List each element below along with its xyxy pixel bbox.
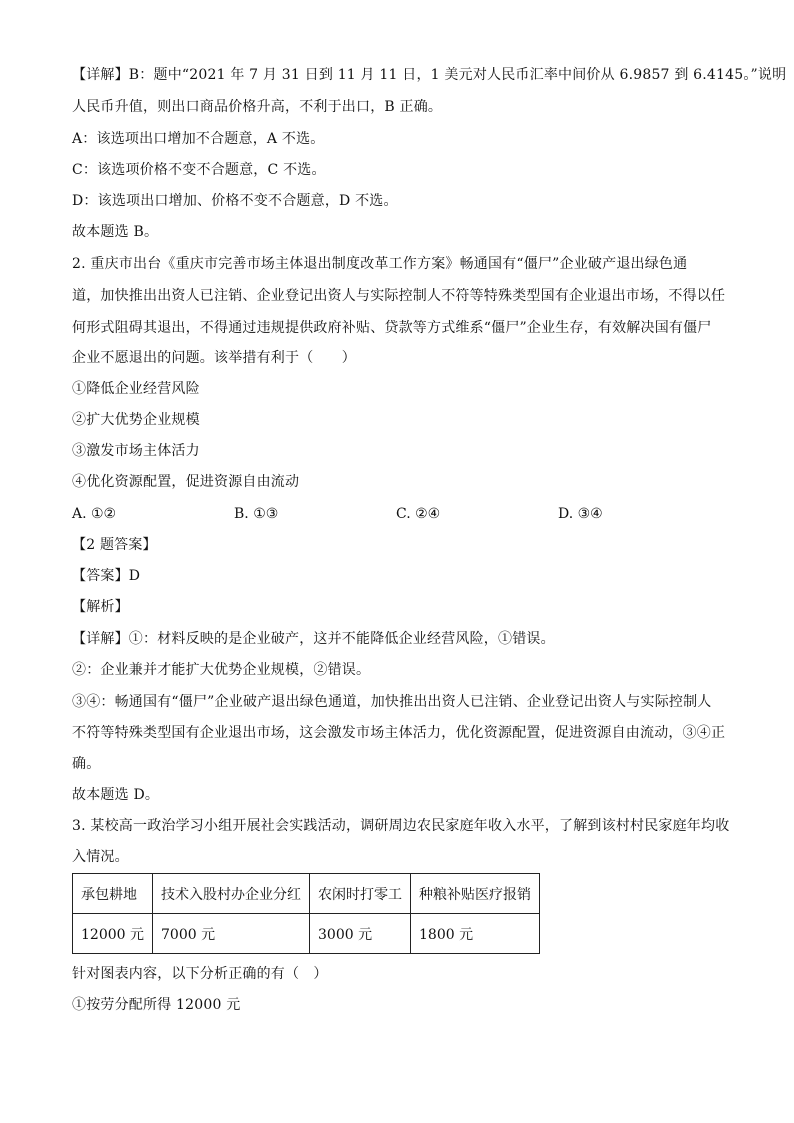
question-2-item: ③激发市场主体活力 <box>72 443 200 459</box>
choice-a: A. ①② <box>72 506 117 522</box>
question-2-stem: 道，加快推出出资人已注销、企业登记出资人与实际控制人不符等特殊类型国有企业退出市场，不得以任 <box>72 288 726 304</box>
answer-heading: 【2 题答案】 <box>72 537 157 553</box>
analysis-line: ②：企业兼并才能扩大优势企业规模，②错误。 <box>72 662 371 678</box>
table-header-row <box>73 874 540 914</box>
table-row <box>73 914 540 954</box>
detail-explanation-line: 【详解】B：题中“2021 年 7 月 31 日到 11 月 11 日，1 美元对人民币汇率中间价从 6.9857 到 6.4145。”说明 <box>72 67 787 83</box>
table-cell: 12000 元 <box>73 914 153 954</box>
table-header-cell: 种粮补贴医疗报销 <box>411 874 540 914</box>
question-2-stem: 企业不愿退出的问题。该举措有利于（ ） <box>72 350 356 366</box>
question-3-stem: 入情况。 <box>72 849 129 865</box>
question-3-prompt: 针对图表内容，以下分析正确的有（ ） <box>72 966 328 982</box>
income-table <box>72 873 540 954</box>
question-2-stem: 2. 重庆市出台《重庆市完善市场主体退出制度改革工作方案》畅通国有“僵尸”企业破产退出绿色通 <box>72 256 688 272</box>
table-cell: 7000 元 <box>153 914 310 954</box>
question-2-item: ②扩大优势企业规模 <box>72 412 200 428</box>
table-cell: 3000 元 <box>310 914 411 954</box>
question-3-item: ①按劳分配所得 12000 元 <box>72 997 241 1013</box>
answer-line: 【答案】D <box>72 568 141 584</box>
table-cell: 1800 元 <box>411 914 540 954</box>
question-2-stem: 何形式阻碍其退出，不得通过违规提供政府补贴、贷款等方式维系“僵尸”企业生存，有效解决国有僵尸 <box>72 320 712 336</box>
analysis-heading: 【解析】 <box>72 599 129 615</box>
analysis-line: 【详解】①：材料反映的是企业破产，这并不能降低企业经营风险，①错误。 <box>72 631 555 647</box>
analysis-line: ③④：畅通国有“僵尸”企业破产退出绿色通道，加快推出出资人已注销、企业登记出资人与实际控制人 <box>72 694 712 710</box>
detail-explanation-line: 人民币升值，则出口商品价格升高，不利于出口，B 正确。 <box>72 99 443 115</box>
table-header-cell: 承包耕地 <box>73 874 153 914</box>
conclusion-line: 故本题选 B。 <box>72 224 159 240</box>
option-c-analysis: C：该选项价格不变不合题意，C 不选。 <box>72 162 326 178</box>
choice-d: D. ③④ <box>558 506 603 522</box>
question-2-item: ④优化资源配置，促进资源自由流动 <box>72 474 300 490</box>
analysis-line: 不符等特殊类型国有企业退出市场，这会激发市场主体活力，优化资源配置，促进资源自由流动，③④正 <box>72 725 726 741</box>
question-2-item: ①降低企业经营风险 <box>72 381 200 397</box>
choice-c: C. ②④ <box>396 506 441 522</box>
question-3-stem: 3. 某校高一政治学习小组开展社会实践活动，调研周边农民家庭年收入水平，了解到该村村民家庭年均收 <box>72 818 730 834</box>
option-d-analysis: D：该选项出口增加、价格不变不合题意，D 不选。 <box>72 193 398 209</box>
table-header-cell: 农闲时打零工 <box>310 874 411 914</box>
analysis-line: 确。 <box>72 756 101 772</box>
choice-b: B. ①③ <box>234 506 279 522</box>
conclusion-line: 故本题选 D。 <box>72 787 160 803</box>
table-header-cell: 技术入股村办企业分红 <box>153 874 310 914</box>
option-a-analysis: A：该选项出口增加不合题意，A 不选。 <box>72 131 325 147</box>
